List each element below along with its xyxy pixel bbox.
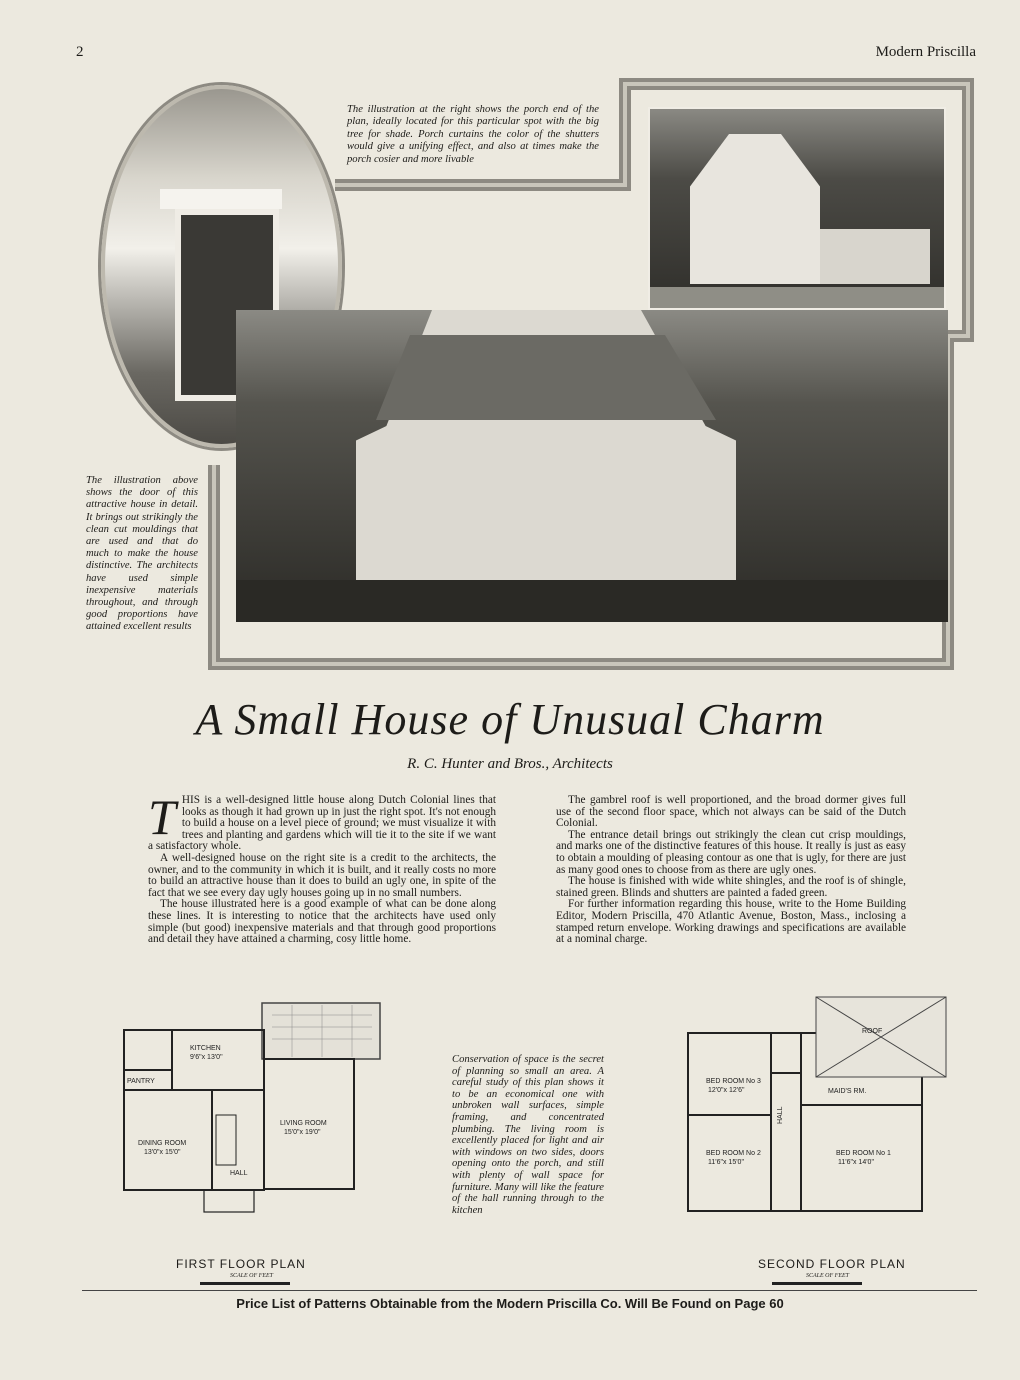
first-floor-label: FIRST FLOOR PLAN [176,1257,306,1271]
right-column [556,795,906,946]
kitchen-size: 9'6"x 13'0" [190,1054,223,1061]
roof-label: ROOF [862,1028,883,1035]
first-floor-plan [112,995,397,1260]
first-floor-scale: SCALE OF FEET [230,1273,273,1279]
second-floor-plan [676,995,966,1255]
dining-label: DINING ROOM [138,1140,187,1147]
second-floor-label: SECOND FLOOR PLAN [758,1257,906,1271]
right-paragraph-3: The house is finished with wide white shingles, and the roof is of shingle, stained green. Blinds and shutters are painted a faded green. [556,875,906,899]
left-column [148,789,496,946]
article-byline: R. C. Hunter and Bros., Architects [407,756,613,772]
page-number: 2 [76,44,84,60]
porch-end-caption: The illustration at the right shows the porch end of the plan, ideally located for this particular spot with the big tree for shade. Porch curtains the color of the shutters would give a unifying effect, and also at times make the porch cosier and more livable [347,104,599,165]
kitchen-label: KITCHEN [190,1045,221,1052]
drop-cap: T [148,789,176,845]
house-main-photo [236,310,948,622]
second-floor-scale: SCALE OF FEET [806,1273,849,1279]
second-floor-scale-bar [772,1282,862,1285]
plan-caption: Conservation of space is the secret of planning so small an area. A careful study of this plan shows it to be an economical one with unbroken wall surfaces, simple framing, and concentrated plumbing. The living room is excellently placed for light and air with windows on two sides, doors opening onto the porch, and still with plenty of wall space for furniture. Many will like the feature of the hall running through to the kitchen [452,1054,604,1216]
bedroom-3-size: 12'0"x 12'6" [708,1087,745,1094]
bedroom-2-size: 11'6"x 15'0" [708,1159,744,1166]
running-title: Modern Priscilla [875,44,976,60]
dining-size: 13'0"x 15'0" [144,1149,181,1156]
bedroom-3-label: BED ROOM No 3 [706,1078,761,1085]
living-label: LIVING ROOM [280,1120,327,1127]
footer-rule [82,1290,977,1291]
hall-label: HALL [230,1170,248,1177]
bedroom-1-size: 11'6"x 14'0" [838,1159,874,1166]
right-paragraph-4: For further information regarding this house, write to the Home Building Editor, Modern Priscilla, 470 Atlantic Avenue, Boston, Mass., inclosing a stamped return envelope. Working drawings and specifications are available at a nominal charge. [556,898,906,946]
footer-text: Price List of Patterns Obtainable from the Modern Priscilla Co. Will Be Found on Page 60 [236,1296,784,1311]
right-paragraph-2: The entrance detail brings out strikingly the clean cut crisp mouldings, and marks one of the distinctive features of this house. It really is just as easy to obtain a moulding of pleasing contour as one that is ugly, for there are just as many good ones to choose from as there are ugly ones. [556,828,906,876]
first-floor-scale-bar [200,1282,290,1285]
hall-label-2: HALL [777,1106,784,1124]
porch-end-photo [648,107,946,310]
left-paragraph-3: The house illustrated here is a good example of what can be done along these lines. It is interesting to notice that the architects have used only simple (but good) inexpensive materials and that through good proportions and detail they have attained a charming, cosy little home. [148,898,496,946]
bedroom-1-label: BED ROOM No 1 [836,1150,891,1157]
left-paragraph-2: A well-designed house on the right site is a credit to the architects, the owner, and to the community in which it is built, and it really costs no more to build an attractive house than it does to build an ugly one, in spite of the fact that we see every day ugly houses going up in no small numbers. [148,851,496,899]
pantry-label: PANTRY [127,1078,155,1085]
article-title: A Small House of Unusual Charm [195,695,825,744]
door-detail-caption: The illustration above shows the door of this attractive house in detail. It brings out strikingly the clean cut mouldings that are used and that do much to make the house distinctive. The architects have used simple inexpensive materials throughout, and through good proportions have attained excellent results [86,475,198,633]
bedroom-2-label: BED ROOM No 2 [706,1150,761,1157]
maids-room-label: MAID'S RM. [828,1088,867,1095]
living-size: 15'0"x 19'0" [284,1129,321,1136]
left-paragraph-1: HIS is a well-designed little house along Dutch Colonial lines that looks as though it had grown up in just the right spot. It's not enough to build a house on a level piece of ground; we must visualize it with trees and planting and gardens which will tie it to the site if we want a satisfactory whole. [148,794,496,853]
right-paragraph-1: The gambrel roof is well proportioned, and the broad dormer gives full use of the second floor space, which not always can be said of the Dutch Colonial. [556,794,906,830]
